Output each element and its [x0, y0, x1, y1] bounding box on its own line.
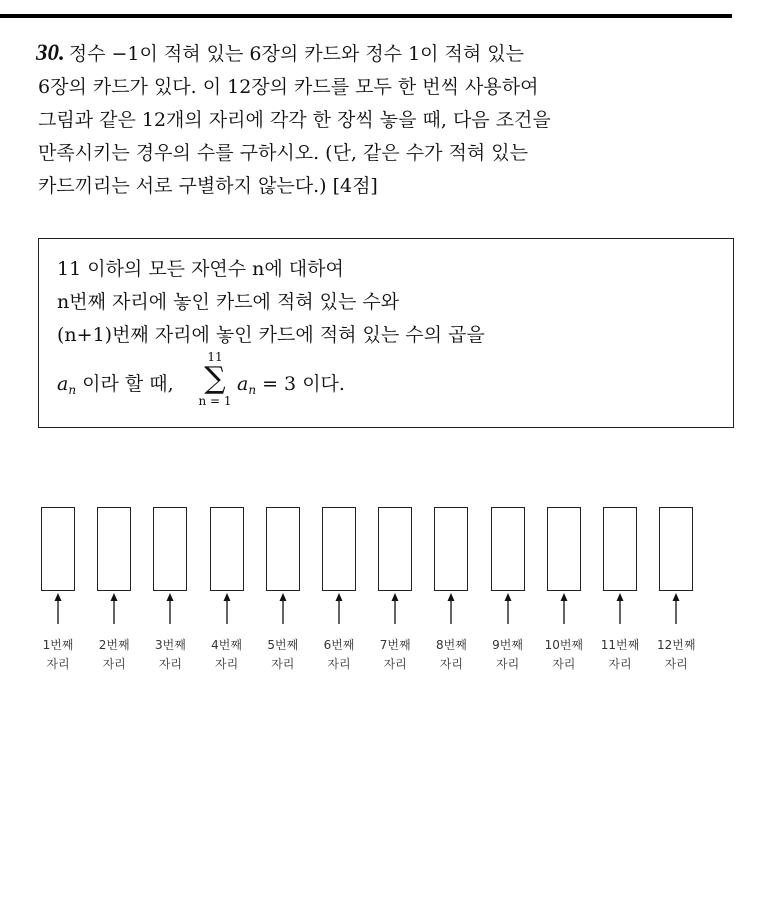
- sum-upper: 11: [207, 350, 223, 364]
- card-slot: [97, 507, 131, 591]
- subscript: n: [248, 383, 257, 397]
- slot-label: [367, 636, 423, 674]
- slot-ordinal: 3번째: [154, 638, 186, 652]
- up-arrow-icon: [446, 593, 456, 625]
- card-slot: [153, 507, 187, 591]
- slot-word: 자리: [552, 657, 576, 671]
- slot-label: [536, 636, 592, 674]
- up-arrow-icon: [671, 593, 681, 625]
- slot-label: [142, 636, 198, 674]
- card-slot: [378, 507, 412, 591]
- slot-ordinal: 8번째: [435, 638, 467, 652]
- card-slot: [322, 507, 356, 591]
- slot-word: 자리: [327, 657, 351, 671]
- slot-word: 자리: [158, 657, 182, 671]
- slot-word: 자리: [496, 657, 520, 671]
- condition-line-3: (n+1)번째 자리에 놓인 카드에 적혀 있는 수의 곱을: [57, 324, 485, 346]
- slot-label: [423, 636, 479, 674]
- card-slot: [434, 507, 468, 591]
- slot-label: [480, 636, 536, 674]
- card-slot: [210, 507, 244, 591]
- card-slot: [41, 507, 75, 591]
- slot-ordinal: 11번째: [600, 638, 640, 652]
- problem-line-1: 30. 정수 −1이 적혀 있는 6장의 카드와 정수 1이 적혀 있는: [36, 40, 525, 65]
- slot-ordinal: 4번째: [211, 638, 242, 652]
- slot-word: 자리: [439, 657, 463, 671]
- card-slot: [603, 507, 637, 591]
- problem-line-4: 만족시키는 경우의 수를 구하시오. (단, 같은 수가 적혀 있는: [38, 142, 528, 164]
- slot-ordinal: 1번째: [42, 638, 74, 652]
- up-arrow-icon: [53, 593, 63, 625]
- slot-word: 자리: [608, 657, 632, 671]
- up-arrow-icon: [559, 593, 569, 625]
- slot-label: [255, 636, 311, 674]
- sum-result: = 3 이다.: [256, 373, 345, 395]
- problem-line-3: 그림과 같은 12개의 자리에 각각 한 장씩 놓을 때, 다음 조건을: [38, 109, 551, 131]
- up-arrow-icon: [615, 593, 625, 625]
- problem-line-5: 카드끼리는 서로 구별하지 않는다.) [4점]: [38, 175, 378, 197]
- problem-number: 30.: [36, 40, 65, 65]
- up-arrow-icon: [109, 593, 119, 625]
- problem-line-2: 6장의 카드가 있다. 이 12장의 카드를 모두 한 번씩 사용하여: [38, 76, 539, 98]
- slot-ordinal: 2번째: [98, 638, 130, 652]
- slot-label: [592, 636, 648, 674]
- slot-label: [30, 636, 86, 674]
- condition-line-1: 11 이하의 모든 자연수 n에 대하여: [57, 258, 344, 280]
- slot-word: 자리: [215, 657, 239, 671]
- up-arrow-icon: [278, 593, 288, 625]
- slot-ordinal: 6번째: [323, 638, 355, 652]
- slot-ordinal: 12번째: [656, 638, 696, 652]
- slot-label: [199, 636, 255, 674]
- top-rule: [0, 14, 732, 18]
- slot-ordinal: 10번째: [544, 638, 584, 652]
- up-arrow-icon: [390, 593, 400, 625]
- slot-word: 자리: [664, 657, 688, 671]
- summation: [197, 350, 233, 408]
- condition-box: [38, 238, 734, 428]
- slot-word: 자리: [271, 657, 295, 671]
- card-slot: [266, 507, 300, 591]
- condition-line-2: n번째 자리에 놓인 카드에 적혀 있는 수와: [57, 291, 400, 313]
- slot-ordinal: 9번째: [492, 638, 523, 652]
- subscript: n: [68, 383, 77, 397]
- sum-lower: n = 1: [198, 394, 232, 408]
- up-arrow-icon: [165, 593, 175, 625]
- card-slot: [547, 507, 581, 591]
- a-symbol: a: [237, 373, 249, 395]
- up-arrow-icon: [334, 593, 344, 625]
- slot-label: [86, 636, 142, 674]
- problem-text: [36, 36, 736, 203]
- a-symbol: a: [57, 373, 69, 395]
- slot-word: 자리: [46, 657, 70, 671]
- slot-ordinal: 7번째: [379, 638, 411, 652]
- card-slot: [491, 507, 525, 591]
- slot-word: 자리: [102, 657, 126, 671]
- condition-line-4: [57, 350, 733, 412]
- slot-label: [311, 636, 367, 674]
- card-slot: [659, 507, 693, 591]
- slot-ordinal: 5번째: [267, 638, 299, 652]
- condition-text: 이라 할 때,: [76, 373, 174, 395]
- up-arrow-icon: [503, 593, 513, 625]
- sigma-symbol: ∑: [204, 361, 226, 396]
- slot-word: 자리: [383, 657, 407, 671]
- up-arrow-icon: [222, 593, 232, 625]
- slot-label: [648, 636, 704, 674]
